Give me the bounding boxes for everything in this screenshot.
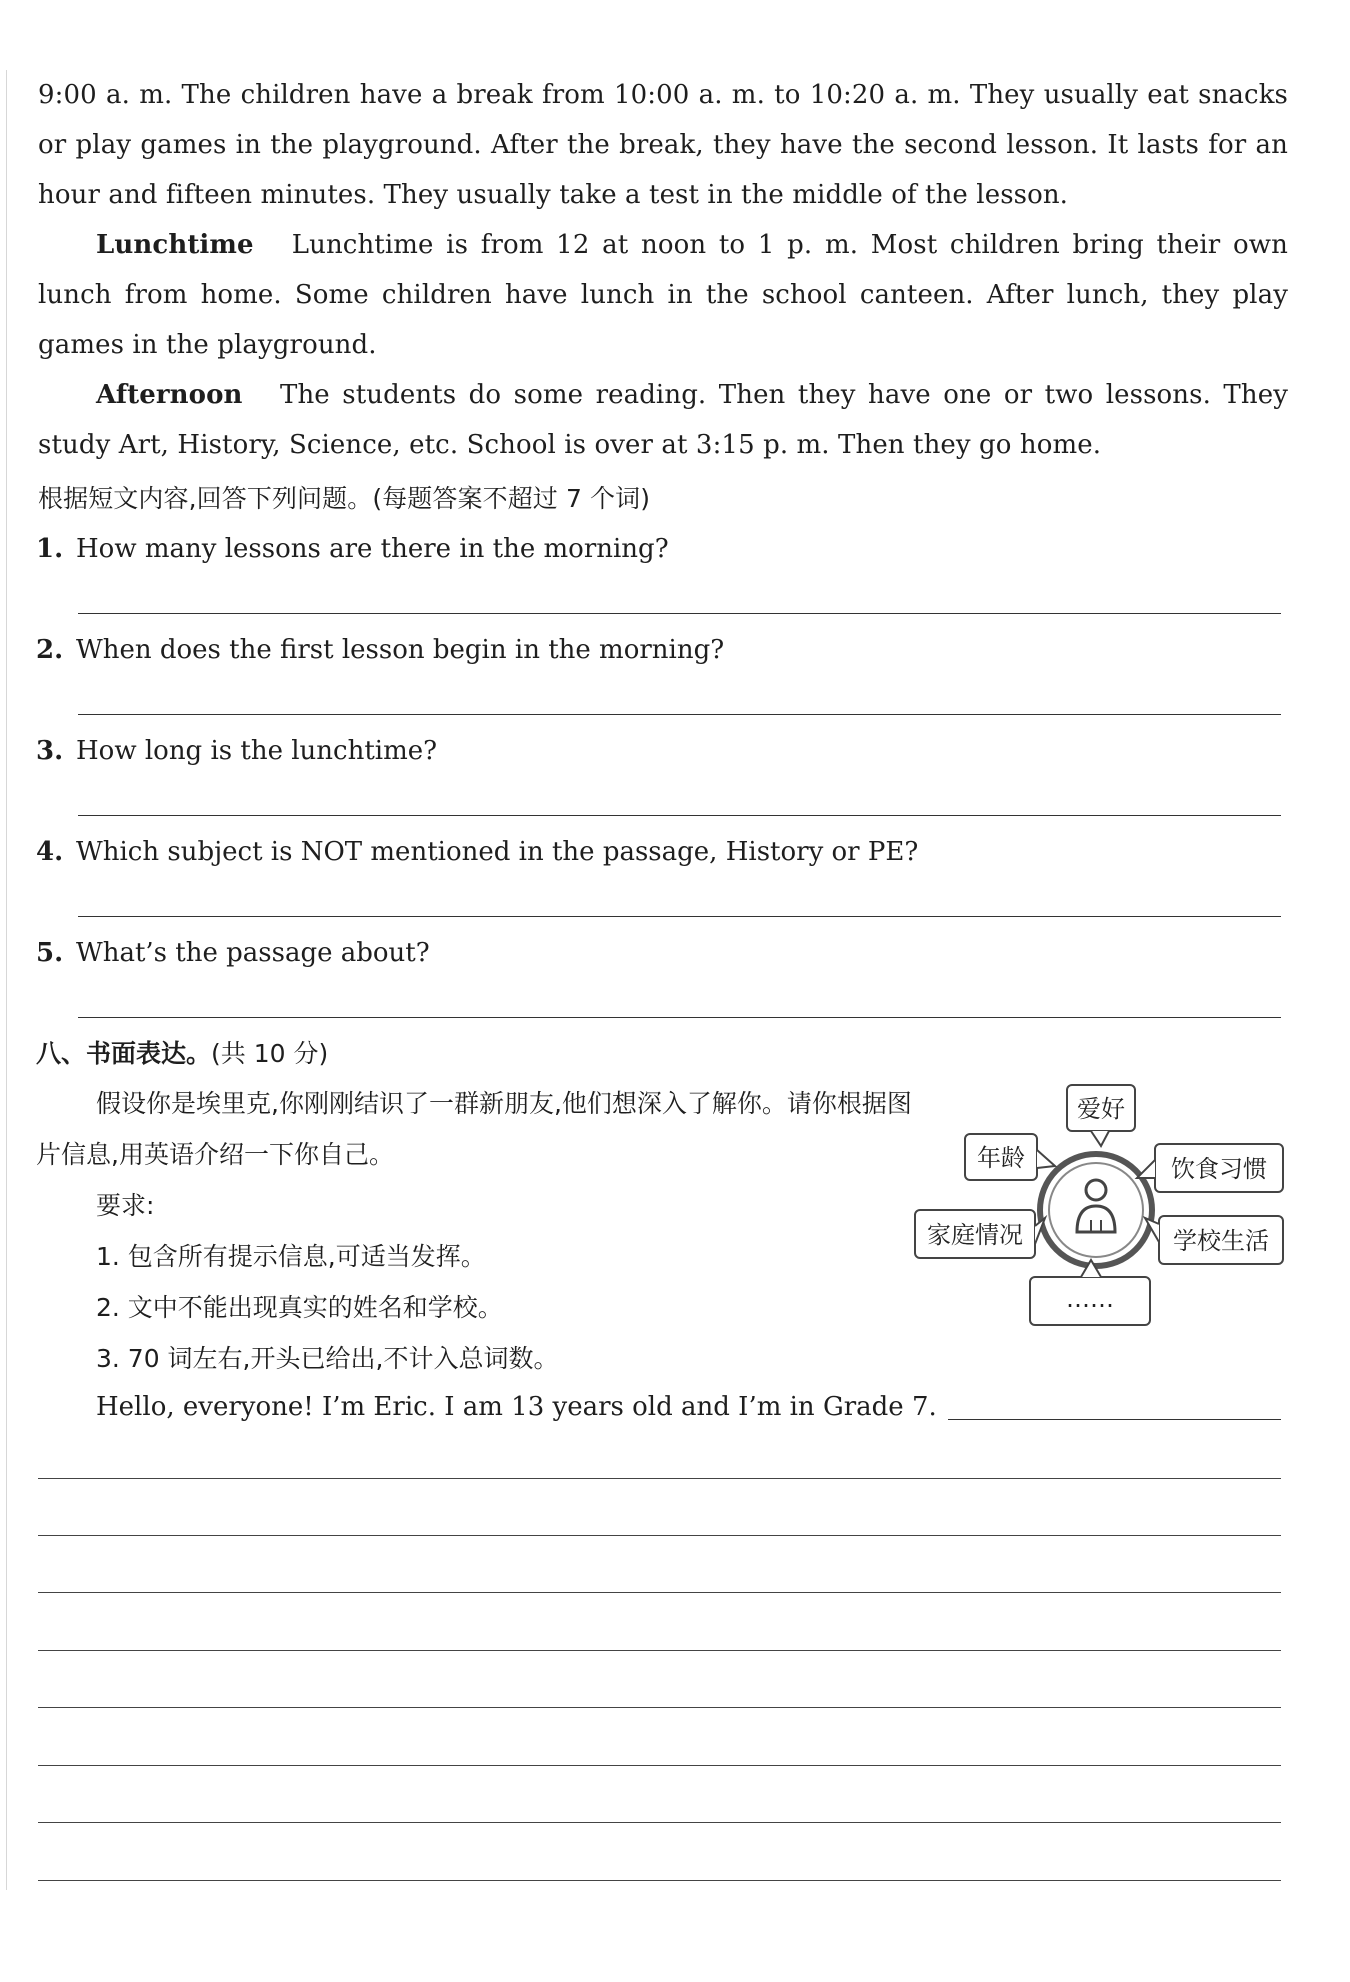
answer-line-2[interactable] bbox=[78, 714, 1281, 715]
question-number: 4. bbox=[36, 837, 64, 867]
writing-line-7[interactable] bbox=[38, 1822, 1281, 1823]
starter-answer-line[interactable] bbox=[948, 1419, 1281, 1420]
requirement-2: 2. 文中不能出现真实的姓名和学校。 bbox=[96, 1293, 503, 1322]
reading-passage bbox=[38, 70, 1288, 470]
hobby-label: 爱好 bbox=[1077, 1095, 1125, 1123]
section-title-bold: 八、书面表达。 bbox=[36, 1039, 212, 1068]
question-number: 3. bbox=[36, 736, 64, 766]
left-margin-rule bbox=[6, 70, 7, 1890]
answer-line-1[interactable] bbox=[78, 613, 1281, 614]
answer-line-5[interactable] bbox=[78, 1017, 1281, 1018]
diet-label: 饮食习惯 bbox=[1171, 1155, 1267, 1183]
question-5 bbox=[36, 933, 430, 973]
section-score: (共 10 分) bbox=[211, 1039, 329, 1068]
family-label: 家庭情况 bbox=[927, 1221, 1023, 1249]
writing-section-title bbox=[36, 1034, 328, 1074]
writing-line-8[interactable] bbox=[38, 1880, 1281, 1881]
answer-line-3[interactable] bbox=[78, 815, 1281, 816]
answer-line-4[interactable] bbox=[78, 916, 1281, 917]
writing-line-4[interactable] bbox=[38, 1650, 1281, 1651]
question-number: 5. bbox=[36, 938, 64, 968]
writing-line-6[interactable] bbox=[38, 1765, 1281, 1766]
question-number: 1. bbox=[36, 534, 64, 564]
writing-task-description: 假设你是埃里克,你刚刚结识了一群新朋友,他们想深入了解你。请你根据图片信息,用英语介绍一下你自己。 bbox=[36, 1089, 912, 1169]
question-1 bbox=[36, 529, 669, 569]
question-text: What’s the passage about? bbox=[76, 938, 430, 968]
afternoon-heading: Afternoon bbox=[96, 380, 243, 410]
center-circle-outer bbox=[1040, 1154, 1152, 1266]
school-label: 学校生活 bbox=[1173, 1227, 1269, 1255]
writing-line-1[interactable] bbox=[38, 1478, 1281, 1479]
requirement-3: 3. 70 词左右,开头已给出,不计入总词数。 bbox=[96, 1344, 559, 1373]
question-text: How long is the lunchtime? bbox=[76, 736, 438, 766]
age-label: 年龄 bbox=[977, 1144, 1025, 1172]
question-instruction: 根据短文内容,回答下列问题。(每题答案不超过 7 个词) bbox=[38, 484, 651, 513]
person-icon bbox=[1077, 1180, 1115, 1232]
writing-line-3[interactable] bbox=[38, 1592, 1281, 1593]
lunchtime-text: Lunchtime is from 12 at noon to 1 p. m. Most children bring their own lunch from home. Some children have lunch in the school canteen. After lunch, they play games in the playground. bbox=[38, 230, 1288, 360]
more-label: …… bbox=[1066, 1285, 1114, 1313]
passage-paragraph-afternoon bbox=[38, 370, 1288, 470]
question-4 bbox=[36, 832, 918, 872]
requirements-label: 要求: bbox=[96, 1191, 155, 1220]
writing-prompt bbox=[36, 1078, 916, 1384]
afternoon-text: The students do some reading. Then they have one or two lessons. They study Art, History, Science, etc. School is over at 3:15 p. m. Then they go home. bbox=[38, 380, 1288, 460]
diet-pointer bbox=[1137, 1160, 1155, 1178]
question-2 bbox=[36, 630, 724, 670]
writing-line-5[interactable] bbox=[38, 1707, 1281, 1708]
hobby-pointer bbox=[1091, 1131, 1109, 1146]
center-circle-inner bbox=[1049, 1163, 1143, 1257]
question-3 bbox=[36, 731, 437, 771]
requirement-1: 1. 包含所有提示信息,可适当发挥。 bbox=[96, 1242, 486, 1271]
passage-paragraph-lunchtime bbox=[38, 220, 1288, 370]
passage-paragraph-1: 9:00 a. m. The children have a break from 10:00 a. m. to 10:20 a. m. They usually eat snacks or play games in the playground. After the break, they have the second lesson. It lasts for an hour and fifteen minutes. They usually take a test in the middle of the lesson. bbox=[38, 80, 1288, 210]
age-pointer bbox=[1037, 1150, 1055, 1168]
writing-line-2[interactable] bbox=[38, 1535, 1281, 1536]
question-text: Which subject is NOT mentioned in the passage, History or PE? bbox=[76, 837, 919, 867]
mind-map bbox=[905, 1080, 1295, 1340]
lunchtime-heading: Lunchtime bbox=[96, 230, 254, 260]
question-number: 2. bbox=[36, 635, 64, 665]
question-text: When does the first lesson begin in the morning? bbox=[76, 635, 725, 665]
starter-sentence: Hello, everyone! I’m Eric. I am 13 years old and I’m in Grade 7. bbox=[96, 1392, 937, 1422]
question-text: How many lessons are there in the morning? bbox=[76, 534, 669, 564]
